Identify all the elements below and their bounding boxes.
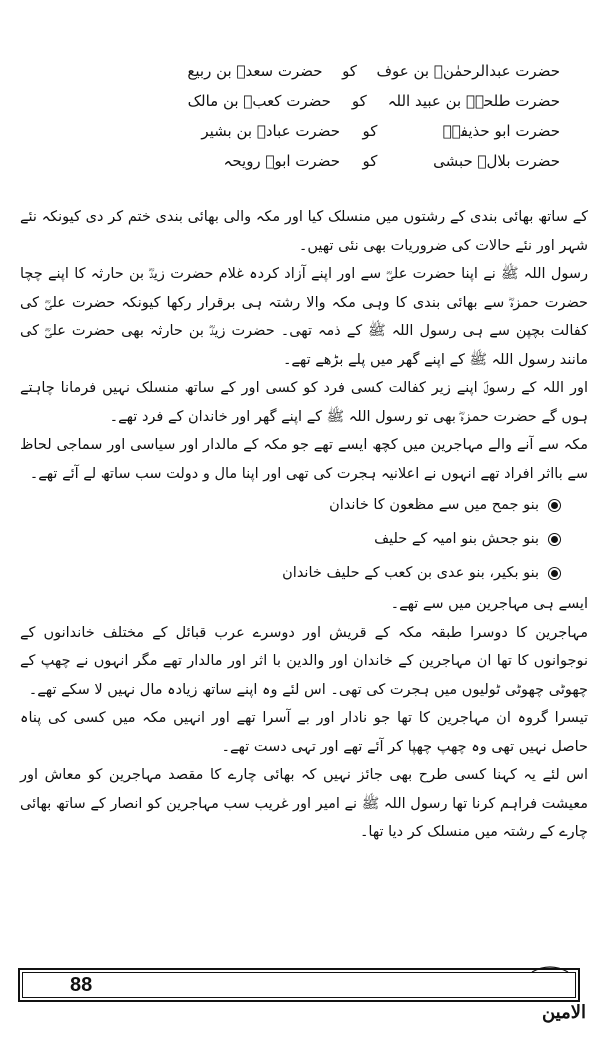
pair-row — [170, 146, 560, 176]
flower-bullet-icon — [549, 568, 560, 579]
paragraph: تیسرا گروہ ان مہاجرین کا تھا جو نادار اور بے آسرا تھے اور انہیں مکہ میں کسی کی پناہ حاصل نہیں تھی وہ چھپ چھپا کر آئے تھے اور تہی دست تھے۔ — [20, 710, 588, 755]
body-text — [20, 203, 588, 847]
pair-name-first: حضرت طلحہؓ بن عبید اللہ — [387, 92, 560, 110]
flower-bullet-icon — [549, 534, 560, 545]
pair-name-first: حضرت ابو حذیفہؓ — [442, 122, 560, 140]
flower-bullet-icon — [549, 500, 560, 511]
pair-connector: کو — [342, 62, 357, 80]
paragraph: رسول اللہ ﷺ نے اپنا حضرت علیؓ سے اور اپنے آزاد کردہ غلام حضرت زیدؓ بن حارثہ کا اپنے چچا حضرت حمزہؓ سے بھائی بندی کا وہی مکہ والا رشتہ ہی برقرار رکھا کیونکہ حضرت علیؓ کی کفالت بچپن سے ہی رسول اللہ ﷺ کے ذمہ تھی۔ حضرت زیدؓ بن حارثہ بھی حضرت علیؓ کی مانند رسول اللہ ﷺ کے اپنے گھر میں پلے بڑھے تھے۔ — [20, 266, 588, 368]
brotherhood-pairs — [170, 56, 560, 176]
publisher-logo: الامین — [541, 1002, 587, 1023]
paragraph: اور اللہ کے رسولؐ اپنے زیر کفالت کسی فرد کو کسی اور کے ساتھ منسلک نہیں فرمانا چاہتے ہوں گے حضرت حمزہؓ بھی تو رسول اللہ ﷺ کے اپنے گھر اور خاندان کے فرد تھے۔ — [20, 380, 588, 425]
paragraph: اس لئے یہ کہنا کسی طرح بھی جائز نہیں کہ بھائی چارے کا مقصد مہاجرین کو معاش اور معیشت فراہم کرنا تھا رسول اللہ ﷺ نے امیر اور غریب سب مہاجرین کو انصار کے ساتھ بھائی چارے کے رشتہ میں منسلک کر دیا تھا۔ — [20, 767, 588, 840]
pair-name-first: حضرت بلالؓ حبشی — [433, 152, 560, 170]
footer-frame — [18, 968, 580, 1002]
pair-row — [170, 86, 560, 116]
pair-name-second: حضرت سعدؓ بن ربیع — [187, 62, 323, 80]
pair-connector: کو — [362, 122, 378, 140]
bullet-list — [20, 488, 588, 590]
list-item — [20, 522, 560, 556]
list-item-text: بنو بکیر، بنو عدی بن کعب کے حلیف خاندان — [282, 564, 539, 581]
paragraph: ایسے ہی مہاجرین میں سے تھے۔ — [390, 596, 588, 612]
list-item-text: بنو جحش بنو امیہ کے حلیف — [374, 530, 539, 547]
pair-name-first: حضرت عبدالرحمٰنؓ بن عوف — [376, 62, 560, 80]
pair-name-second: حضرت ابوؓ رویحہ — [223, 152, 340, 170]
pair-name-second: حضرت عبادؓ بن بشیر — [201, 122, 340, 140]
paragraph: مہاجرین کا دوسرا طبقہ مکہ کے قریش اور دوسرے عرب قبائل کے مختلف خاندانوں کے نوجوانوں کا تھا ان مہاجرین کے خاندان اور والدین با اثر اور مالدار تھے مگر انہوں نے چھپ کے چھوٹی چھوٹی ٹولیوں میں ہجرت کی تھی۔ اس لئے وہ اپنے ساتھ زیادہ مال نہیں لا سکے تھے۔ — [20, 624, 588, 698]
paragraph: مکہ سے آنے والے مہاجرین میں کچھ ایسے تھے جو مکہ کے مالدار اور سیاسی اور سماجی لحاظ سے بااثر افراد تھے انہوں نے اعلانیہ ہجرت کی تھی اور اپنا مال و دولت سب ساتھ لے آئے تھے۔ — [20, 437, 588, 482]
list-item — [20, 488, 560, 522]
pair-name-second: حضرت کعبؓ بن مالک — [187, 92, 331, 110]
logo-ornament-icon — [530, 964, 570, 974]
pair-connector: کو — [351, 92, 367, 110]
list-item — [20, 556, 560, 590]
pair-row — [170, 56, 560, 86]
pair-row — [170, 116, 560, 146]
list-item-text: بنو جمح میں سے مظعون کا خاندان — [329, 496, 539, 513]
paragraph: کے ساتھ بھائی بندی کے رشتوں میں منسلک کیا اور مکہ والی بھائی بندی ختم کر دی کیونکہ نئے شہر اور نئے حالات کی ضروریات بھی نئی تھیں۔ — [20, 209, 588, 254]
pair-connector: کو — [362, 152, 378, 170]
page-number: 88 — [70, 974, 93, 996]
